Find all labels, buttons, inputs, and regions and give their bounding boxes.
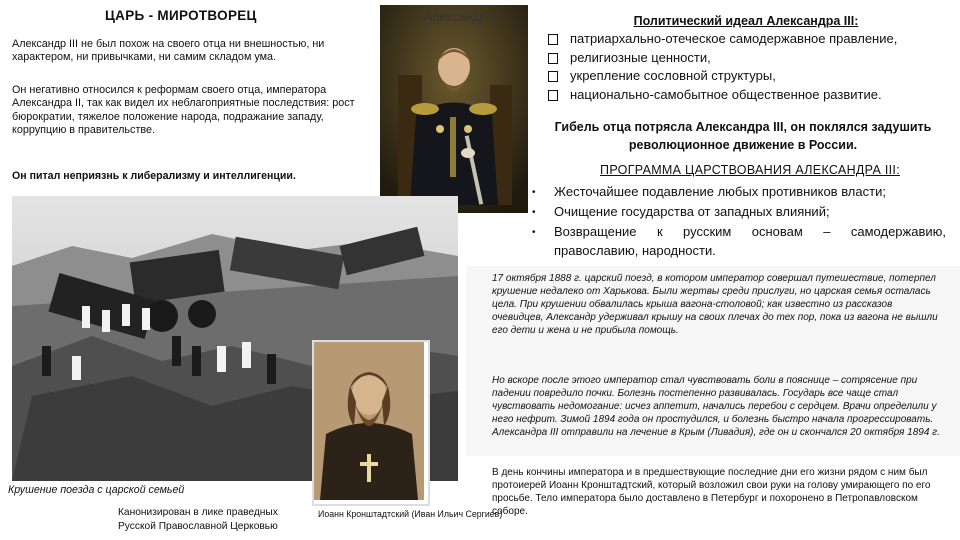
checkbox-bullet-icon <box>548 53 558 64</box>
political-ideal-title: Политический идеал Александра III: <box>633 14 859 28</box>
illness-text: Но вскоре после этого император стал чувствовать боли в пояснице – сотрясение при падении повредило почки. Болезнь постепенно развивалась. Государь все чаще стал чувствовать недомогание: исчез аппетит, начались перебои с сердцем. Врачи определили у него нефрит. Зимой 1894 года он простудился, и болезнь быстро начала прогрессировать. Александра III отправили на лечение в Крым (Ливадия), где он и скончался 20 октября 1894 г. <box>492 375 940 438</box>
canonization-caption: Канонизирован в лике праведных Русской Православной Церковью <box>118 507 278 532</box>
political-ideal-list <box>548 30 948 104</box>
list-item: • Очищение государства от западных влияний; <box>532 202 946 222</box>
john-of-kronstadt-portrait <box>312 340 430 506</box>
alexander-portrait <box>380 5 528 213</box>
death-text: В день кончины императора и в предшествующие последние дни его жизни рядом с ним был протоиерей Иоанн Кронштадтский, который возложил свои руки на голову умирающего по его просьбе. Тело императора было доставлено в Петербург и похоронено в Петропавловском соборе. <box>492 467 931 517</box>
bullet-icon: • <box>532 207 536 218</box>
list-item: укрепление сословной структуры, <box>548 67 948 86</box>
checkbox-bullet-icon <box>548 71 558 82</box>
checkbox-bullet-icon <box>548 90 558 101</box>
liberalism-paragraph: Он питал неприязнь к либерализму и интеллигенции. <box>12 170 296 182</box>
reforms-paragraph: Он негативно относился к реформам своего отца, императора Александра II, так как видел их неблагоприятные последствия: рост бюрократии, тяжелое положение народа, подражание западу, коррупцию в правительстве. <box>12 84 355 137</box>
bullet-icon: • <box>532 227 536 238</box>
page-title: ЦАРЬ - МИРОТВОРЕЦ <box>105 8 257 23</box>
list-item: патриархально-отеческое самодержавное правление, <box>548 30 948 49</box>
portrait-caption: Александр III <box>424 10 501 24</box>
father-death-note: Гибель отца потрясла Александра III, он поклялся задушить революционное движение в России. <box>554 120 932 152</box>
checkbox-bullet-icon <box>548 34 558 45</box>
train-crash-caption: Крушение поезда с царской семьей <box>8 484 185 496</box>
program-list <box>532 182 946 260</box>
john-of-kronstadt-caption: Иоанн Кронштадтский (Иван Ильич Сергиев) <box>318 509 503 519</box>
train-crash-text: 17 октября 1888 г. царский поезд, в котором император совершал путешествие, потерпел крушение недалеко от Харькова. Были жертвы среди прислуги, но царская семья осталась цела. При крушении обвалилась крыша вагона-столовой; как известно из рассказов очевидцев, Александр удерживал крышу на своих плечах до тех пор, пока из вагона не вышли его дети и жена и не прибыла помощь. <box>492 273 938 336</box>
program-title: ПРОГРАММА ЦАРСТВОВАНИЯ АЛЕКСАНДРА III: <box>600 163 900 177</box>
list-item: религиозные ценности, <box>548 49 948 68</box>
list-item: • Возвращение к русским основам – самодержавию, православию, народности. <box>532 224 946 258</box>
intro-paragraph: Александр III не был похож на своего отца ни внешностью, ни характером, ни привычками, ни самим складом ума. <box>12 38 325 64</box>
list-item: национально-самобытное общественное развитие. <box>548 86 948 105</box>
bullet-icon: • <box>532 187 536 198</box>
list-item: • Жесточайшее подавление любых противников власти; <box>532 182 946 202</box>
